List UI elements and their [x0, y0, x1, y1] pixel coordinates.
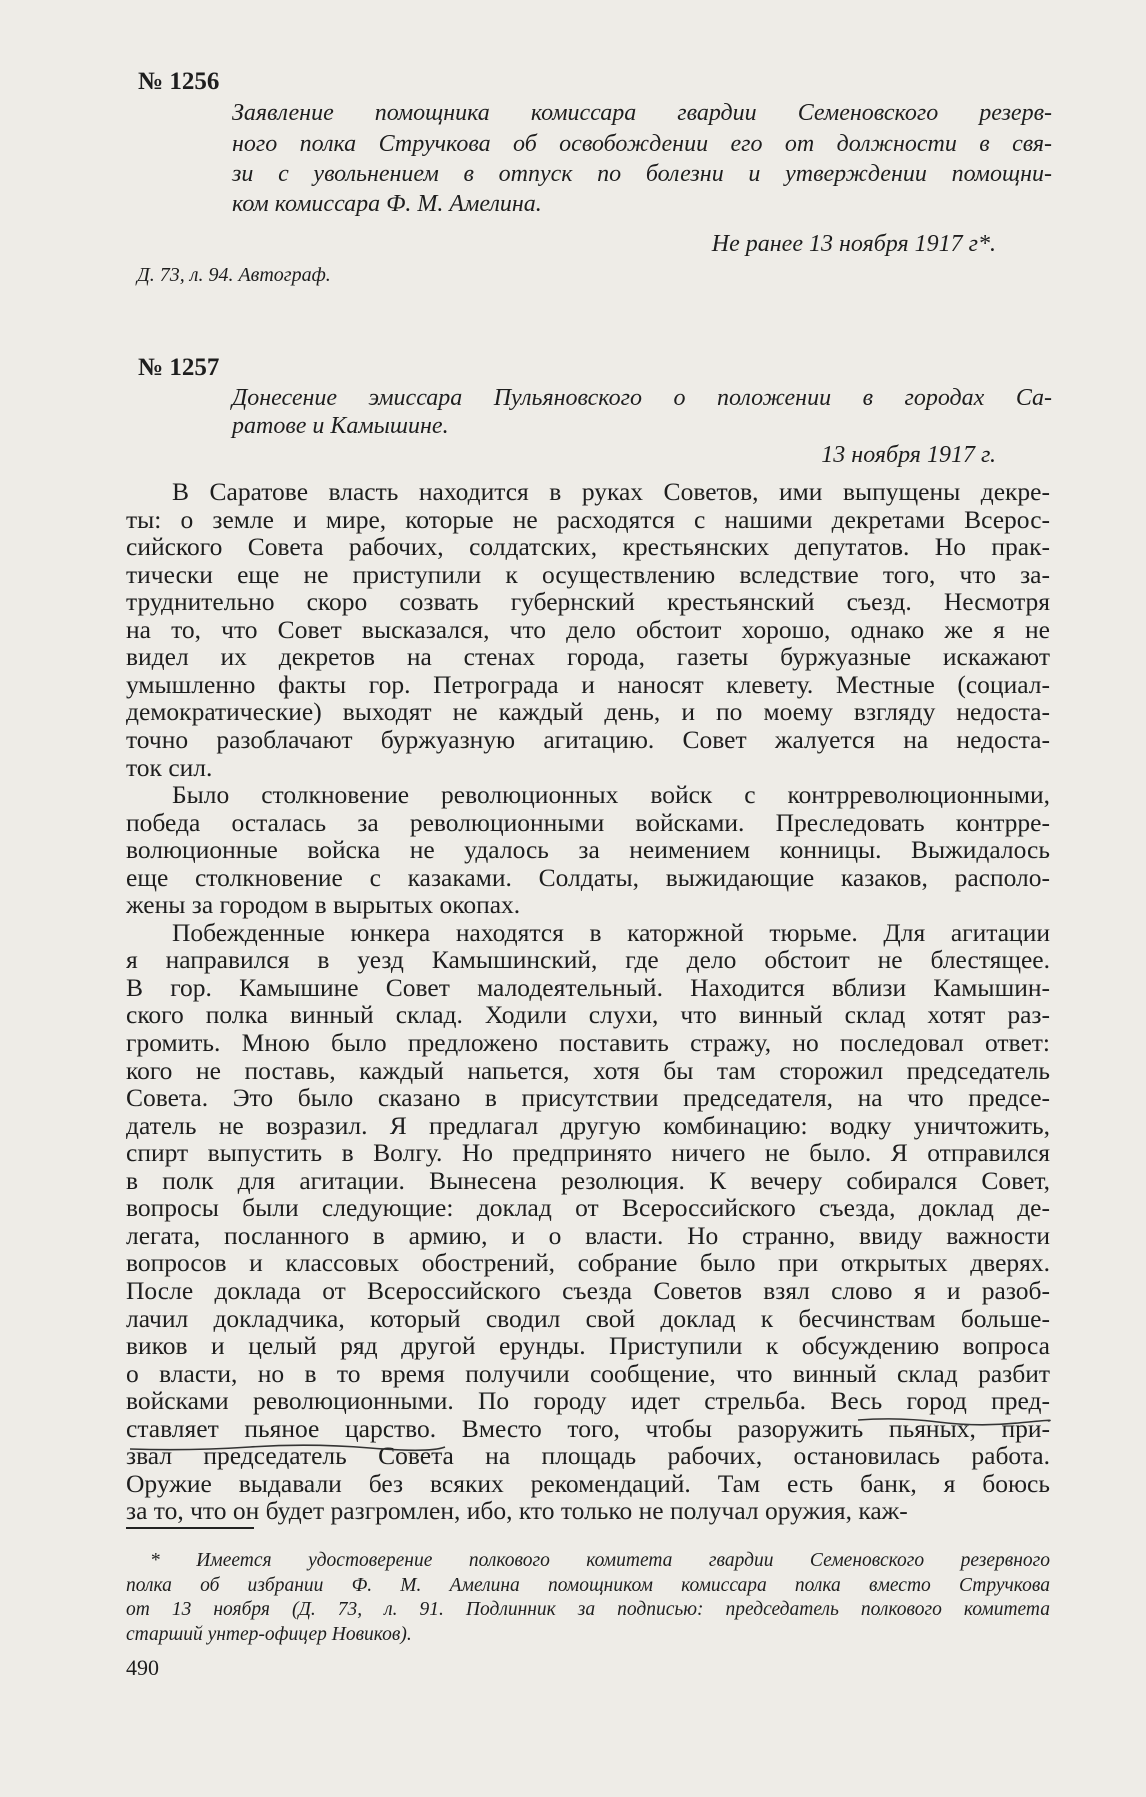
- body-line: кого не поставь, каждый напьется, хотя бы там сторожил председатель: [126, 1055, 1050, 1085]
- body-line: Было столкновение революционных войск с контрреволюционными,: [172, 780, 1050, 810]
- footnote-divider: [126, 1527, 254, 1529]
- body-line: жены за городом в вырытых окопах.: [126, 890, 521, 920]
- body-line: вопросов и классовых обострений, собрание было при открытых дверях.: [126, 1248, 1050, 1278]
- body-line: ского полка винный склад. Ходили слухи, что винный склад хотят раз-: [126, 1000, 1050, 1030]
- body-line: После доклада от Всероссийского съезда Советов взял слово я и разоб-: [126, 1275, 1050, 1305]
- doc1-source: Д. 73, л. 94. Автограф.: [137, 264, 331, 286]
- doc2-title-line: ратове и Камышине.: [232, 413, 449, 439]
- body-line: датель не возразил. Я предлагал другую комбинацию: водку уничтожить,: [126, 1110, 1050, 1140]
- doc2-date: 13 ноября 1917 г.: [821, 442, 996, 468]
- document-number-1257: № 1257: [138, 354, 220, 381]
- body-line: Оружие выдавали без всяких рекомендаций. Там есть банк, я боюсь: [126, 1468, 1050, 1498]
- doc1-date: Не ранее 13 ноября 1917 г*.: [711, 231, 996, 257]
- doc1-title-line: ком комиссара Ф. М. Амелина.: [232, 191, 542, 217]
- footnote-line: старший унтер-офицер Новиков).: [126, 1623, 412, 1645]
- body-line: точно разоблачают буржуазную агитацию. Совет жалуется на недоста-: [126, 724, 1050, 754]
- body-line: звал председатель Совета на площадь рабочих, остановилась работа.: [126, 1441, 1050, 1471]
- body-line: В гор. Камышине Совет малодеятельный. Находится вблизи Камышин-: [126, 972, 1050, 1002]
- doc1-title-line: Заявление помощника комиссара гвардии Семеновского резерв-: [232, 100, 1052, 126]
- body-line: труднительно скоро созвать губернский крестьянский съезд. Несмотря: [126, 587, 1050, 617]
- body-line: легата, посланного в армию, и о власти. Но странно, ввиду важности: [126, 1220, 1050, 1250]
- body-line: о власти, но в то время получили сообщение, что винный склад разбит: [126, 1358, 1050, 1388]
- footnote-line: полка об избрании Ф. М. Амелина помощником комиссара полка вместо Стручкова: [126, 1574, 1050, 1596]
- body-line: в полк для агитации. Вынесена резолюция. К вечеру собирался Совет,: [126, 1165, 1050, 1195]
- body-line: на то, что Совет высказался, что дело обстоит хорошо, однако же я не: [126, 614, 1050, 644]
- body-line: виков и целый ряд другой ерунды. Приступили к обсуждению вопроса: [126, 1331, 1050, 1361]
- body-line: войсками революционными. По городу идет стрельба. Весь город пред-: [126, 1386, 1050, 1416]
- body-line: волюционные войска не удалось за неимением конницы. Выжидалось: [126, 835, 1050, 865]
- body-line: я направился в уезд Камышинский, где дело обстоит не блестящее.: [126, 945, 1050, 975]
- body-line: ставляет пьяное царство. Вместо того, чтобы разоружить пьяных, при-: [126, 1413, 1050, 1443]
- doc1-title-line: зи с увольнением в отпуск по болезни и утверждении помощни-: [232, 161, 1052, 187]
- body-line: спирт выпустить в Волгу. Но предпринято ничего не было. Я отправился: [126, 1138, 1050, 1168]
- body-line: лачил докладчика, который сводил свой доклад к бесчинствам больше-: [126, 1303, 1050, 1333]
- body-line: Совета. Это было сказано в присутствии председателя, на что предсе-: [126, 1083, 1050, 1113]
- body-line: В Саратове власть находится в руках Советов, ими выпущены декре-: [172, 477, 1050, 506]
- document-number-1256: № 1256: [138, 68, 220, 95]
- footnote-line: от 13 ноября (Д. 73, л. 91. Подлинник за подписью: председатель полкового комитета: [126, 1599, 1050, 1620]
- body-line: громить. Мною было предложено поставить стражу, но последовал ответ:: [126, 1028, 1050, 1057]
- body-line: Побежденные юнкера находятся в каторжной тюрьме. Для агитации: [172, 917, 1050, 947]
- body-line: умышленно факты гор. Петрограда и наносят клевету. Местные (социал-: [126, 669, 1050, 699]
- body-line: ток сил.: [126, 752, 213, 782]
- body-line: за то, что он будет разгромлен, ибо, кто только не получал оружия, каж-: [126, 1496, 908, 1526]
- body-line: сийского Совета рабочих, солдатских, крестьянских депутатов. Но прак-: [126, 532, 1050, 562]
- body-line: ты: о земле и мире, которые не расходятся с нашими декретами Всерос-: [126, 504, 1050, 534]
- doc1-title-line: ного полка Стручкова об освобождении его от должности в свя-: [232, 131, 1052, 157]
- body-line: демократические) выходят не каждый день, и по моему взгляду недоста-: [126, 697, 1050, 727]
- body-line: вопросы были следующие: доклад от Всероссийского съезда, доклад де-: [126, 1193, 1050, 1223]
- footnote-line: * Имеется удостоверение полкового комитета гвардии Семеновского резервного: [150, 1550, 1050, 1571]
- body-line: победа осталась за революционными войсками. Преследовать контрре-: [126, 807, 1050, 837]
- body-line: еще столкновение с казаками. Солдаты, выжидающие казаков, располо-: [126, 862, 1050, 892]
- page-number: 490: [126, 1655, 159, 1680]
- body-line: видел их декретов на стенах города, газеты буржуазные искажают: [126, 642, 1050, 672]
- doc2-title-line: Донесение эмиссара Пульяновского о положении в городах Са-: [232, 385, 1052, 411]
- body-line: тически еще не приступили к осуществлению вследствие того, что за-: [126, 559, 1050, 589]
